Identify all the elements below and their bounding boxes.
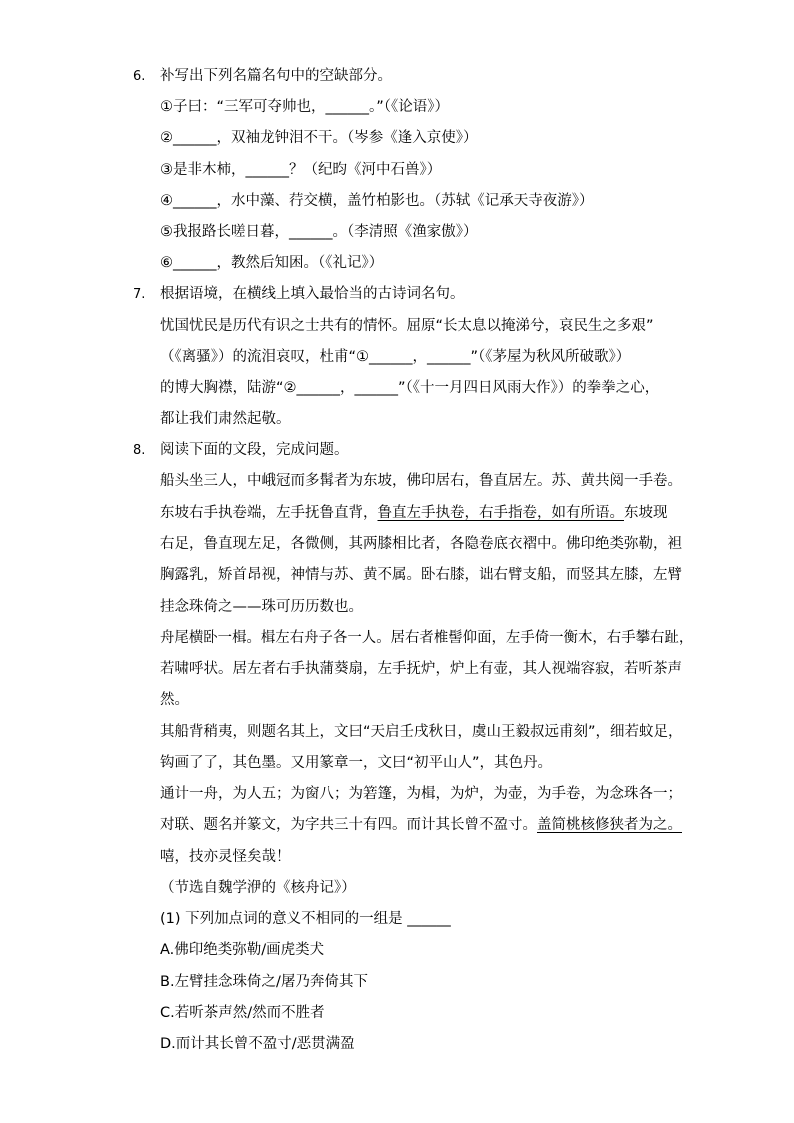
q7-line-2: （《离骚》）的流泪哀叹，杜甫“①______，______”（《茅屋为秋风所破歌》） [160,349,631,365]
option-d: D.而计其长曾不盈寸/恶贯满盈 [160,1036,355,1052]
passage-p1-line-4: 胸露乳，矫首昂视，神情与苏、黄不属。卧右膝，诎右臂支船，而竖其左膝，左臂 [160,567,682,583]
q6-item-3: ③是非木柿，______？（纪昀《河中石兽》） [160,162,442,178]
passage-p4-line-2 [160,815,682,835]
q7-title: 根据语境，在横线上填入最恰当的古诗词名句。 [160,286,465,302]
passage-p2-line-2: 若啸呼状。居左者右手执蒲葵扇，左手抚炉，炉上有壶，其人视端容寂，若听茶声 [160,661,682,677]
passage-p4-line-1: 通计一舟，为人五；为窗八；为箬篷，为楫，为炉，为壶，为手卷，为念珠各一； [160,786,682,802]
q6-item-2: ②______，双袖龙钟泪不干。（岑参《逢入京使》） [160,130,478,146]
q6-item-4: ④______，水中藻、荇交横，盖竹柏影也。（苏轼《记承天寺夜游》） [160,193,594,209]
q6-item-6: ⑥______，教然后知困。（《礼记》） [160,255,384,271]
passage-p1-line-5: 挂念珠倚之——珠可历历数也。 [160,599,363,615]
passage-source: （节选自魏学洢的《核舟记》） [160,880,356,896]
passage-p5: 嘻，技亦灵怪矣哉！ [160,849,291,865]
q6-number: 6. [133,69,146,84]
passage-p2-line-1: 舟尾横卧一楫。楫左右舟子各一人。居右者椎髻仰面，左手倚一衡木，右手攀右趾， [160,630,694,646]
passage-p3-line-2: 钩画了了，其色墨。又用篆章一，文曰“初平山人”，其色丹。 [160,755,553,771]
q6-item-1: ①子曰：“三军可夺帅也，______。”（《论语》） [160,99,450,115]
passage-p2-line-3: 然。 [160,692,189,708]
sub-question-1: (1) 下列加点词的意义不相同的一组是 ______ [160,911,451,927]
passage-text: 对联、题名并篆文，为字共三十有四。而计其长曾不盈寸。 [160,817,537,833]
underlined-sentence-1: 鲁直左手执卷，右手指卷，如有所语。 [377,505,624,521]
option-a: A.佛印绝类弥勒/画虎类犬 [160,942,325,958]
passage-p1-line-3: 右足，鲁直现左足，各微侧，其两膝相比者，各隐卷底衣褶中。佛印绝类弥勒，袒 [160,536,682,552]
passage-p1-line-1: 船头坐三人，中峨冠而多髯者为东坡，佛印居右，鲁直居左。苏、黄共阅一手卷。 [160,473,682,489]
option-c: C.若听茶声然/然而不胜者 [160,1005,325,1021]
passage-text: 东坡现 [624,505,668,521]
passage-p3-line-1: 其船背稍夷，则题名其上，文曰“天启壬戌秋日，虞山王毅叔远甫刻”，细若蚊足， [160,724,683,740]
q7-line-1: 忧国忧民是历代有识之士共有的情怀。屈原“长太息以掩涕兮，哀民生之多艰” [160,318,654,334]
q7-line-4: 都让我们肃然起敬。 [160,411,291,427]
passage-text: 东坡右手执卷端，左手抚鲁直背， [160,505,378,521]
q8-title: 阅读下面的文段，完成问题。 [160,442,349,458]
q8-number: 8. [133,443,146,458]
q6-item-5: ⑤我报路长嗟日暮，______。（李清照《渔家傲》） [160,224,478,240]
passage-p1-line-2 [160,503,668,523]
q7-number: 7. [133,287,146,302]
q7-line-3: 的博大胸襟，陆游“②______，______”（《十一月四日风雨大作》）的拳拳之心， [160,380,660,396]
q6-title: 补写出下列名篇名句中的空缺部分。 [160,68,392,84]
underlined-sentence-2: 盖简桃核修狭者为之。 [537,817,682,833]
option-b: B.左臂挂念珠倚之/屠乃奔倚其下 [160,974,368,990]
